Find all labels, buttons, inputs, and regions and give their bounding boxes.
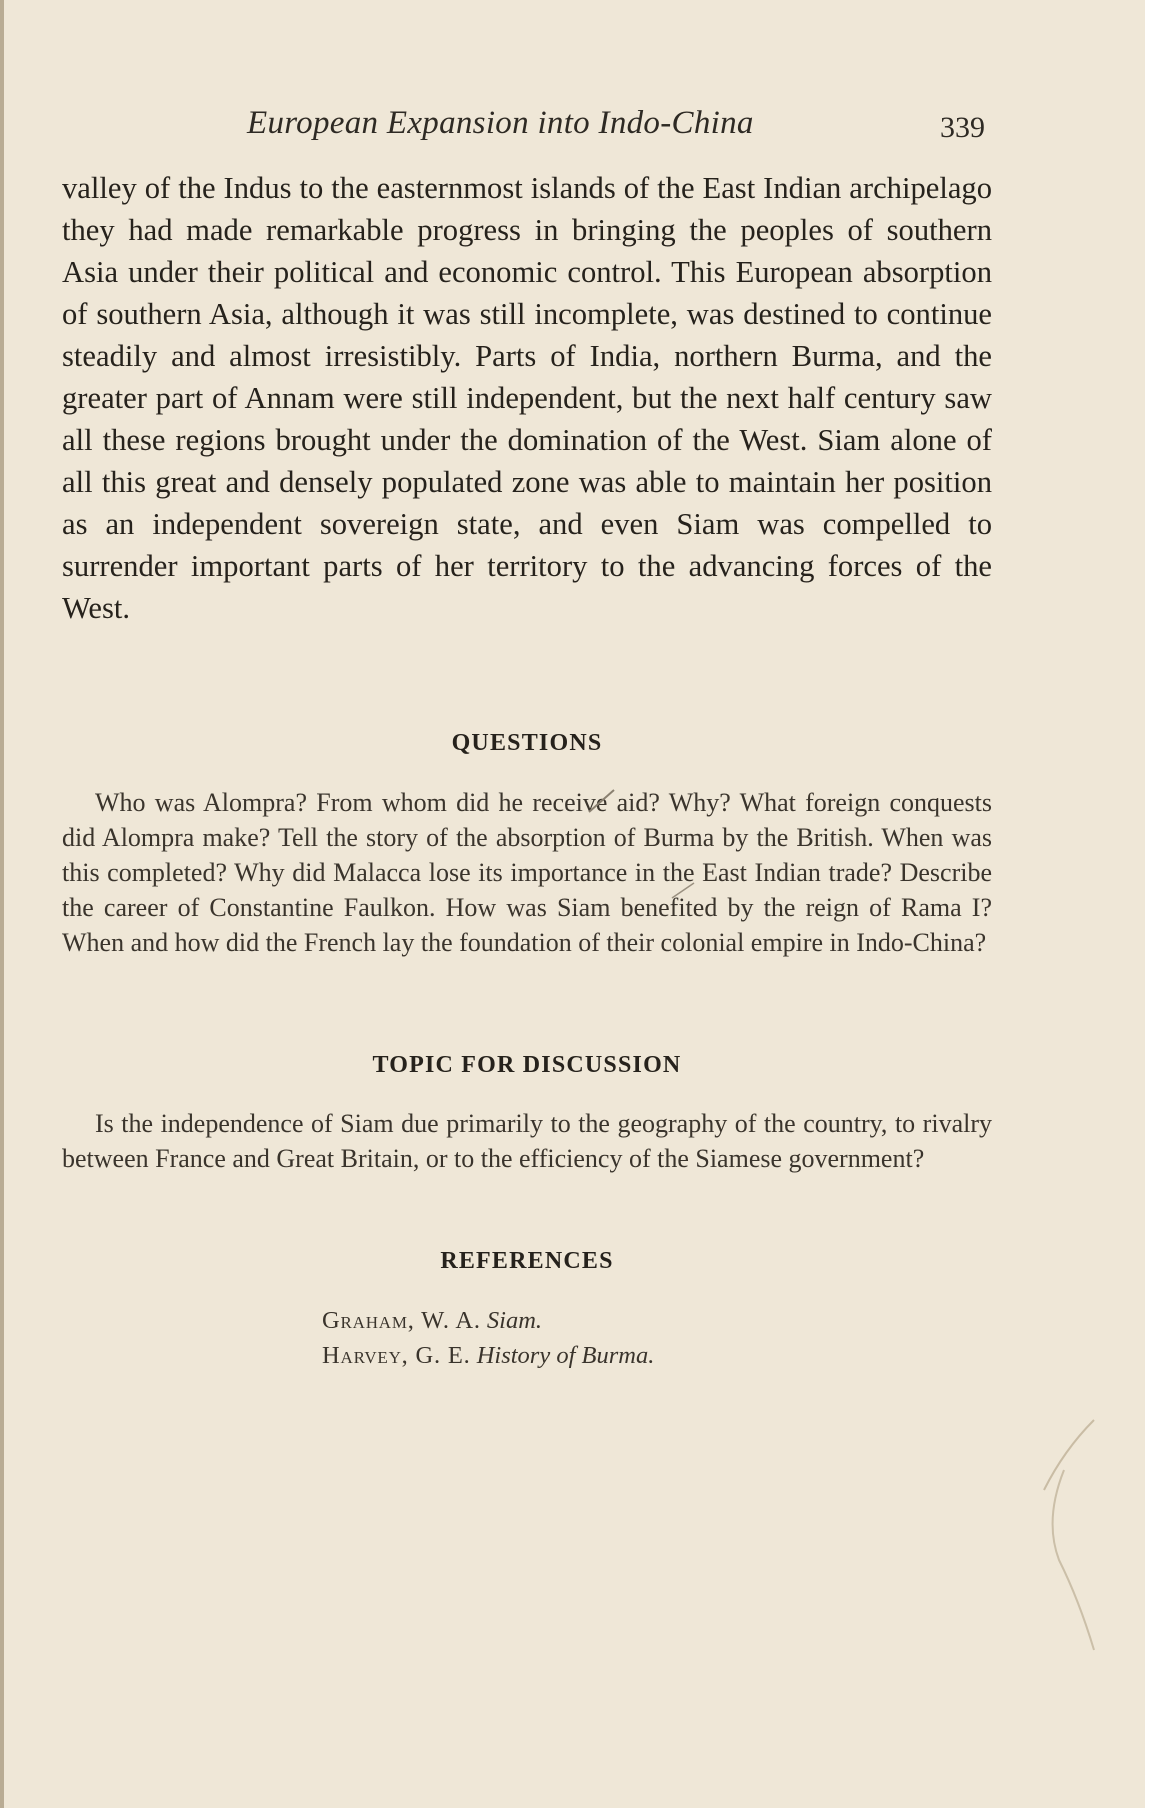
main-paragraph: valley of the Indus to the easternmost islands of the East Indian archipelago they had made remarkable progress in bringing the peoples of southern Asia under their political and economic control. This European absorption of southern Asia, although it was still incomplete, was destined to continue steadily and almost irresistibly. Parts of India, northern Burma, and the greater part of Annam were still independent, but the next half century saw all these regions brought under the domination of the West. Siam alone of all this great and densely populated zone was able to maintain her position as an independent sovereign state, and even Siam was compelled to surrender important parts of her territory to the advancing forces of the West. xyxy=(62,171,992,625)
running-title: European Expansion into Indo-China xyxy=(247,105,754,141)
main-paragraph-block xyxy=(62,167,992,629)
page-number: 339 xyxy=(940,111,985,144)
references-heading: REFERENCES xyxy=(440,1248,614,1274)
references-list xyxy=(322,1303,922,1373)
reference-item xyxy=(322,1303,922,1338)
reference-author: Harvey, G. E. xyxy=(322,1342,471,1369)
questions-heading: QUESTIONS xyxy=(451,730,603,756)
reference-author: Graham, W. A. xyxy=(322,1307,481,1334)
page-header xyxy=(62,105,992,151)
questions-text: Who was Alompra? From whom did he receive aid? Why? What foreign conquests did Alompra make? Tell the story of the absorption of Burma by the British. When was this completed? Why did Malacca lose its importance in the East Indian trade? Describe the career of Constantine Faulkon. How was Siam benefited by the reign of Rama I? When and how did the French lay the foundation of their colonial empire in Indo-China? xyxy=(62,788,992,957)
topic-text: Is the independence of Siam due primarily to the geography of the country, to rivalry between France and Great Britain, or to the efficiency of the Siamese government? xyxy=(62,1109,992,1173)
topic-heading: TOPIC FOR DISCUSSION xyxy=(372,1052,682,1078)
reference-title: Siam. xyxy=(486,1307,543,1334)
reference-item xyxy=(322,1338,922,1373)
reference-title: History of Burma. xyxy=(476,1342,655,1369)
